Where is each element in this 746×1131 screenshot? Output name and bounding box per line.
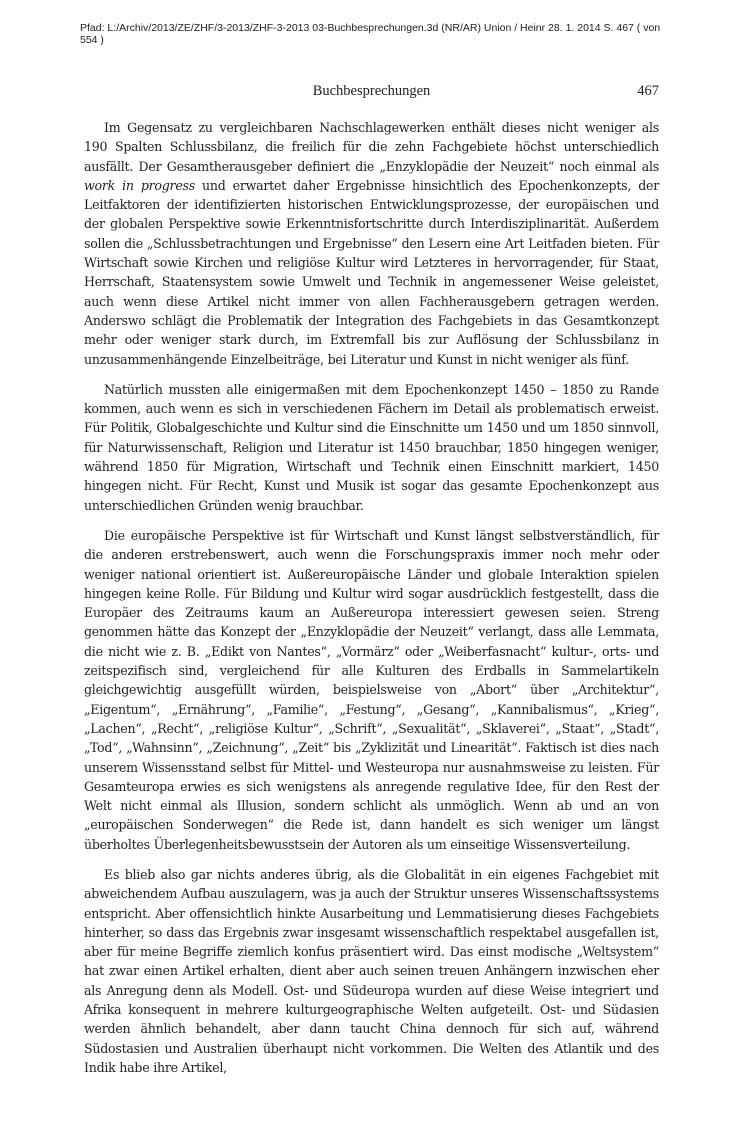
paragraph-1-text-a: Im Gegensatz zu vergleichbaren Nachschlagewerken enthält dieses nicht weniger als 190 Spalten Schlussbilanz, die freilich für die zehn Fachgebiete höchst unterschiedlich ausfällt. Der Gesamtherausgeber definiert die „Enzyklopädie der Neuzeit“ noch einmal als (84, 120, 659, 174)
paragraph-1-emphasis: work in progress (84, 177, 195, 193)
file-path-header: Pfad: L:/Archiv/2013/ZE/ZHF/3-2013/ZHF-3-2013 03-Buchbesprechungen.3d (NR/AR) Union / Heinr 28. 1. 2014 S. 467 ( von 554 ) (80, 22, 661, 46)
running-title: Buchbesprechungen (312, 83, 431, 99)
paragraph-2-text: Natürlich mussten alle einigermaßen mit dem Epochenkonzept 1450 – 1850 zu Rande kommen, auch wenn es sich in verschiedenen Fächern im Detail als problematisch erweist. Für Politik, Globalgeschichte und Kultur sind die Einschnitte um 1450 und um 1850 sinnvoll, für Naturwissenschaft, Religion und Literatur ist 1450 brauchbar, 1850 hingegen weniger, während 1850 für Migration, Wirtschaft und Technik einen Einschnitt markiert, 1450 hingegen nicht. Für Recht, Kunst und Musik ist sogar das gesamte Epochenkonzept aus unterschiedlichen Gründen wenig brauchbar. (84, 381, 659, 513)
paragraph-4-text: Es blieb also gar nichts anderes übrig, als die Globalität in ein eigenes Fachgebiet mit abweichendem Aufbau auszulagern, was ja auch der Struktur unseres Wissenschaftssystems entspricht. Aber offensichtlich hinkte Ausarbeitung und Lemmatisierung dieses Fachgebiets hinterher, so dass das Ergebnis zwar insgesamt wissenschaftlich respektabel ausgefallen ist, aber für meine Begriffe ziemlich konfus präsentiert wird. Das einst modische „Weltsystem“ hat zwar einen Artikel erhalten, dient aber auch seinen treuen Anhängern inzwischen eher als Anregung denn als Modell. Ost- und Südeuropa wurden auf diese Weise integriert und Afrika konsequent in mehrere kulturgeographische Welten aufgeteilt. Ost- und Südasien werden ähnlich behandelt, aber dann taucht China dennoch für sich auf, während Südostasien und Australien überhaupt nicht vorkommen. Die Welten des Atlantik und des Indik habe ihre Artikel, (84, 866, 659, 1075)
body-text (84, 118, 659, 1088)
paragraph-4 (84, 865, 659, 1077)
paragraph-3 (84, 526, 659, 854)
paragraph-3-text: Die europäische Perspektive ist für Wirtschaft und Kunst längst selbstverständlich, für die anderen erstrebenswert, auch wenn die Forschungspraxis immer noch mehr oder weniger national orientiert ist. Außereuropäische Länder und globale Interaktion spielen hingegen keine Rolle. Für Bildung und Kultur wird sogar ausdrücklich festgestellt, dass die Europäer des Zeitraums kaum an Außereuropa interessiert gewesen seien. Streng genommen hätte das Konzept der „Enzyklopädie der Neuzeit“ verlangt, dass alle Lemmata, die nicht wie z. B. „Edikt von Nantes“, „Vormärz“ oder „Weiberfasnacht“ kultur-, orts- und zeitspezifisch sind, vergleichend für alle Kulturen des Erdballs in Sammelartikeln gleichgewichtig ausgefüllt würden, beispielsweise von „Abort“ über „Architektur“, „Eigentum“, „Ernährung“, „Familie“, „Festung“, „Gesang“, „Kannibalismus“, „Krieg“, „Lachen“, „Recht“, „religiöse Kultur“, „Schrift“, „Sexualität“, „Sklaverei“, „Staat“, „Stadt“, „Tod“, „Wahnsinn“, „Zeichnung“, „Zeit“ bis „Zyklizität und Linearität“. Faktisch ist dies nach unserem Wissensstand selbst für Mittel- und Westeuropa nur ausnahmsweise zu leisten. Für Gesamteuropa erwies es sich wenigstens als anregende regulative Idee, für den Rest der Welt nicht einmal als Illusion, sondern schlicht als unmöglich. Wenn ab und an von „europäischen Sonderwegen“ die Rede ist, dann handelt es sich weniger um längst überholtes Überlegenheitsbewusstsein der Autoren als um einseitige Wissensverteilung. (84, 527, 659, 852)
paragraph-1 (84, 118, 659, 369)
paragraph-2 (84, 380, 659, 515)
page-number: 467 (637, 83, 659, 99)
paragraph-1-text-b: und erwartet daher Ergebnisse hinsichtlich des Epochenkonzepts, der Leitfaktoren der identifizierten historischen Entwicklungsprozesse, der europäischen und der globalen Perspektive sowie Erkenntnisfortschritte durch Interdisziplinarität. Außerdem sollen die „Schlussbetrachtungen und Ergebnisse“ den Lesern eine Art Leitfaden bieten. Für Wirtschaft sowie Kirchen und religiöse Kultur wird Letzteres in hervorragender, für Staat, Herrschaft, Staatensystem sowie Umwelt und Technik in angemessener Weise geleistet, auch wenn diese Artikel nicht immer von allen Fachherausgebern getragen werden. Anderswo schlägt die Problematik der Integration des Fachgebiets in das Gesamtkonzept mehr oder weniger stark durch, im Extremfall bis zur Auflösung der Schlussbilanz in unzusammenhängende Einzelbeiträge, bei Literatur und Kunst in nicht weniger als fünf. (84, 177, 659, 367)
running-head (84, 83, 659, 101)
